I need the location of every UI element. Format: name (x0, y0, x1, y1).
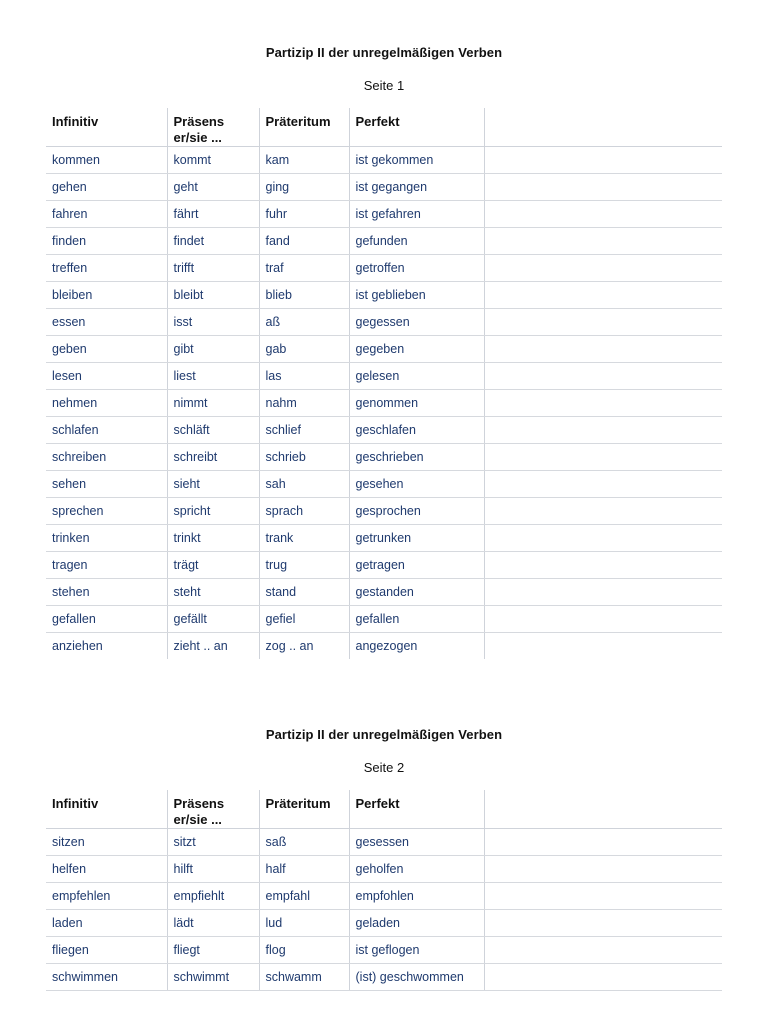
cell-infinitiv: helfen (46, 856, 167, 883)
cell-empty (484, 309, 722, 336)
header-empty (484, 790, 722, 829)
header-praeteritum: Präteritum (259, 790, 349, 829)
cell-perfekt: geladen (349, 910, 484, 937)
cell-perfekt: gelesen (349, 363, 484, 390)
cell-praesens: hilft (167, 856, 259, 883)
cell-praeteritum: nahm (259, 390, 349, 417)
cell-praesens: spricht (167, 498, 259, 525)
table-row (46, 633, 722, 660)
cell-perfekt: angezogen (349, 633, 484, 660)
cell-infinitiv: geben (46, 336, 167, 363)
cell-praesens: nimmt (167, 390, 259, 417)
table-row (46, 471, 722, 498)
cell-infinitiv: finden (46, 228, 167, 255)
cell-praesens: findet (167, 228, 259, 255)
cell-infinitiv: laden (46, 910, 167, 937)
cell-praesens: fährt (167, 201, 259, 228)
cell-perfekt: ist gegangen (349, 174, 484, 201)
header-empty (484, 108, 722, 147)
cell-praeteritum: saß (259, 829, 349, 856)
cell-empty (484, 633, 722, 660)
cell-praesens: empfiehlt (167, 883, 259, 910)
cell-praeteritum: schrieb (259, 444, 349, 471)
cell-empty (484, 444, 722, 471)
table-row (46, 910, 722, 937)
cell-empty (484, 525, 722, 552)
cell-praesens: schreibt (167, 444, 259, 471)
cell-perfekt: gefallen (349, 606, 484, 633)
cell-praeteritum: fand (259, 228, 349, 255)
cell-praeteritum: sprach (259, 498, 349, 525)
table-row (46, 525, 722, 552)
header-perfekt: Perfekt (349, 108, 484, 147)
cell-perfekt: empfohlen (349, 883, 484, 910)
table-row (46, 201, 722, 228)
verb-table-section-page-2 (0, 726, 768, 984)
cell-perfekt: gefunden (349, 228, 484, 255)
cell-empty (484, 471, 722, 498)
cell-praesens: sitzt (167, 829, 259, 856)
cell-perfekt: getroffen (349, 255, 484, 282)
cell-perfekt: gegessen (349, 309, 484, 336)
cell-praesens: schwimmt (167, 964, 259, 991)
cell-perfekt: geschlafen (349, 417, 484, 444)
cell-perfekt: getragen (349, 552, 484, 579)
table-row (46, 228, 722, 255)
cell-praeteritum: ging (259, 174, 349, 201)
cell-empty (484, 856, 722, 883)
cell-infinitiv: sitzen (46, 829, 167, 856)
cell-praesens: steht (167, 579, 259, 606)
cell-empty (484, 417, 722, 444)
cell-empty (484, 883, 722, 910)
table-row (46, 336, 722, 363)
header-praeteritum: Präteritum (259, 108, 349, 147)
cell-praesens: geht (167, 174, 259, 201)
table-row (46, 606, 722, 633)
table-row (46, 309, 722, 336)
cell-praesens: isst (167, 309, 259, 336)
table-header-row (46, 790, 722, 829)
cell-infinitiv: kommen (46, 147, 167, 174)
table-row (46, 579, 722, 606)
cell-praeteritum: trank (259, 525, 349, 552)
cell-infinitiv: bleiben (46, 282, 167, 309)
cell-praeteritum: empfahl (259, 883, 349, 910)
cell-infinitiv: gefallen (46, 606, 167, 633)
cell-perfekt: (ist) geschwommen (349, 964, 484, 991)
cell-perfekt: ist geblieben (349, 282, 484, 309)
page-subtitle: Seite 1 (363, 78, 405, 93)
cell-empty (484, 201, 722, 228)
cell-praeteritum: las (259, 363, 349, 390)
cell-empty (484, 964, 722, 991)
cell-empty (484, 910, 722, 937)
cell-empty (484, 829, 722, 856)
cell-praeteritum: traf (259, 255, 349, 282)
page-title: Partizip II der unregelmäßigen Verben (265, 727, 503, 742)
cell-infinitiv: fliegen (46, 937, 167, 964)
cell-praesens: trinkt (167, 525, 259, 552)
verb-table-section-page-1 (0, 44, 768, 653)
cell-empty (484, 552, 722, 579)
cell-perfekt: gesprochen (349, 498, 484, 525)
table-row (46, 498, 722, 525)
table-body (46, 147, 722, 660)
cell-infinitiv: sprechen (46, 498, 167, 525)
cell-perfekt: gegeben (349, 336, 484, 363)
table-row (46, 363, 722, 390)
cell-perfekt: geholfen (349, 856, 484, 883)
cell-infinitiv: empfehlen (46, 883, 167, 910)
cell-praesens: trifft (167, 255, 259, 282)
cell-empty (484, 255, 722, 282)
cell-infinitiv: fahren (46, 201, 167, 228)
cell-perfekt: ist geflogen (349, 937, 484, 964)
cell-perfekt: geschrieben (349, 444, 484, 471)
verb-table (46, 790, 722, 991)
cell-infinitiv: stehen (46, 579, 167, 606)
cell-praeteritum: kam (259, 147, 349, 174)
cell-praeteritum: gab (259, 336, 349, 363)
cell-praesens: kommt (167, 147, 259, 174)
cell-infinitiv: treffen (46, 255, 167, 282)
table-row (46, 417, 722, 444)
cell-praesens: gibt (167, 336, 259, 363)
cell-praesens: fliegt (167, 937, 259, 964)
cell-empty (484, 390, 722, 417)
table-row (46, 964, 722, 991)
cell-praeteritum: schlief (259, 417, 349, 444)
cell-infinitiv: anziehen (46, 633, 167, 660)
verb-table (46, 108, 722, 659)
cell-infinitiv: schreiben (46, 444, 167, 471)
cell-praeteritum: flog (259, 937, 349, 964)
cell-praeteritum: zog .. an (259, 633, 349, 660)
cell-empty (484, 174, 722, 201)
cell-perfekt: getrunken (349, 525, 484, 552)
cell-perfekt: gesehen (349, 471, 484, 498)
cell-praeteritum: gefiel (259, 606, 349, 633)
header-perfekt: Perfekt (349, 790, 484, 829)
header-infinitiv: Infinitiv (46, 108, 167, 147)
cell-empty (484, 606, 722, 633)
cell-praeteritum: fuhr (259, 201, 349, 228)
cell-infinitiv: gehen (46, 174, 167, 201)
cell-praeteritum: aß (259, 309, 349, 336)
cell-empty (484, 937, 722, 964)
cell-praesens: gefällt (167, 606, 259, 633)
cell-empty (484, 579, 722, 606)
cell-praesens: trägt (167, 552, 259, 579)
table-row (46, 883, 722, 910)
page-subtitle: Seite 2 (363, 760, 405, 775)
page-title: Partizip II der unregelmäßigen Verben (265, 45, 503, 60)
cell-infinitiv: schwimmen (46, 964, 167, 991)
header-infinitiv: Infinitiv (46, 790, 167, 829)
cell-praeteritum: half (259, 856, 349, 883)
cell-infinitiv: nehmen (46, 390, 167, 417)
cell-praesens: liest (167, 363, 259, 390)
cell-praesens: lädt (167, 910, 259, 937)
cell-praeteritum: lud (259, 910, 349, 937)
table-row (46, 937, 722, 964)
cell-praeteritum: stand (259, 579, 349, 606)
cell-perfekt: gesessen (349, 829, 484, 856)
header-praesens: Präsens er/sie ... (167, 790, 259, 829)
table-row (46, 552, 722, 579)
cell-praesens: schläft (167, 417, 259, 444)
cell-perfekt: ist gekommen (349, 147, 484, 174)
cell-empty (484, 498, 722, 525)
cell-empty (484, 228, 722, 255)
cell-perfekt: gestanden (349, 579, 484, 606)
cell-infinitiv: sehen (46, 471, 167, 498)
cell-empty (484, 336, 722, 363)
cell-perfekt: genommen (349, 390, 484, 417)
cell-praeteritum: blieb (259, 282, 349, 309)
cell-praesens: sieht (167, 471, 259, 498)
cell-infinitiv: schlafen (46, 417, 167, 444)
cell-infinitiv: tragen (46, 552, 167, 579)
cell-empty (484, 147, 722, 174)
table-row (46, 829, 722, 856)
cell-praeteritum: trug (259, 552, 349, 579)
cell-perfekt: ist gefahren (349, 201, 484, 228)
cell-empty (484, 363, 722, 390)
cell-praesens: zieht .. an (167, 633, 259, 660)
cell-infinitiv: lesen (46, 363, 167, 390)
cell-praeteritum: schwamm (259, 964, 349, 991)
cell-infinitiv: essen (46, 309, 167, 336)
cell-praeteritum: sah (259, 471, 349, 498)
cell-empty (484, 282, 722, 309)
table-row (46, 856, 722, 883)
table-row (46, 444, 722, 471)
table-row (46, 174, 722, 201)
cell-infinitiv: trinken (46, 525, 167, 552)
table-row (46, 282, 722, 309)
table-header-row (46, 108, 722, 147)
cell-praesens: bleibt (167, 282, 259, 309)
table-row (46, 390, 722, 417)
table-row (46, 255, 722, 282)
table-row (46, 147, 722, 174)
table-body (46, 829, 722, 991)
header-praesens: Präsens er/sie ... (167, 108, 259, 147)
